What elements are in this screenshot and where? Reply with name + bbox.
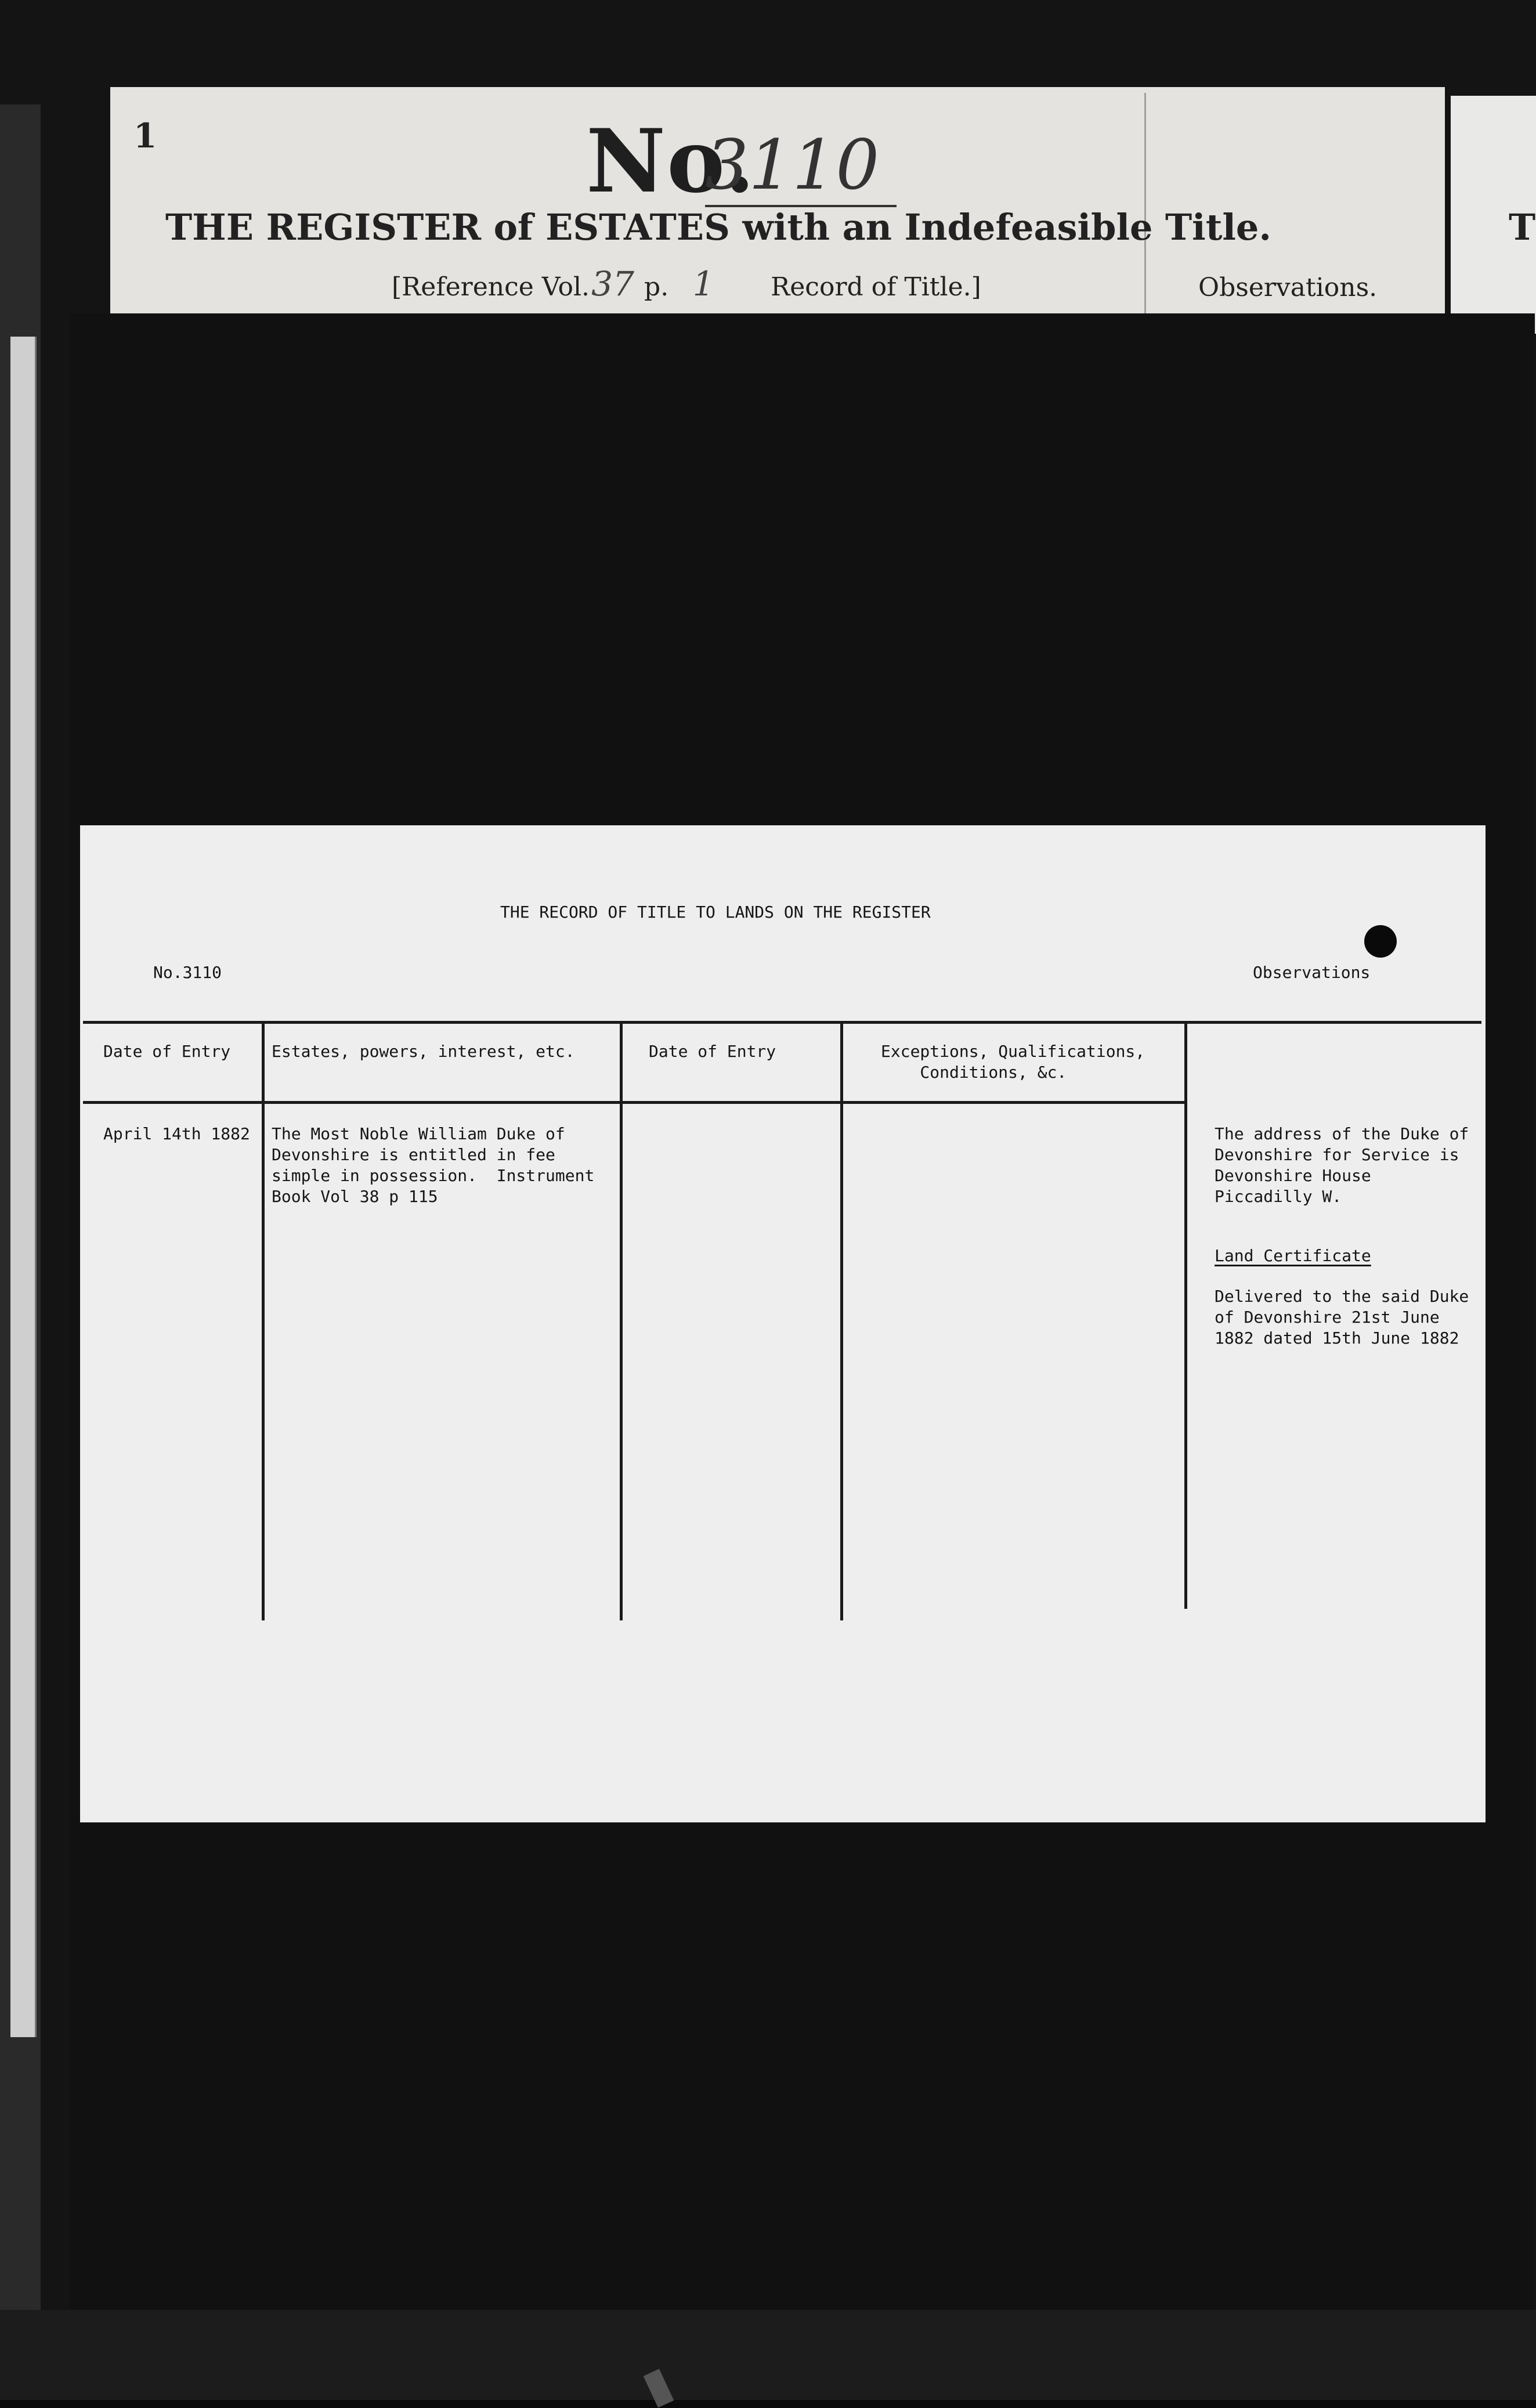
record-title: THE RECORD OF TITLE TO LANDS ON THE REGISTER <box>500 902 931 922</box>
reference-line: [Reference Vol.37 p. 1 Record of Title.] <box>392 264 981 304</box>
reference-page: 1 <box>692 264 714 304</box>
register-number-label: No. <box>586 110 756 212</box>
ledger-observations-label: Observations. <box>1198 273 1378 302</box>
land-certificate-text: Delivered to the said Duke of Devonshire 21st June 1882 dated 15th June 1882 <box>1215 1287 1469 1348</box>
register-heading: THE REGISTER of ESTATES with an Indefeasible Title. <box>165 206 1271 248</box>
page-edge-strip <box>10 337 37 2037</box>
table-top-rule <box>83 1021 1481 1024</box>
reference-prefix: Reference Vol. <box>402 272 590 302</box>
book-bottom-edge <box>0 2310 1536 2400</box>
entry-estate: The Most Noble William Duke of Devonshire is entitled in fee simple in possession. Instrument Book Vol 38 p 115 <box>272 1124 595 1206</box>
header-estates: Estates, powers, interest, etc. <box>272 1042 575 1061</box>
land-certificate-heading: Land Certificate <box>1215 1246 1371 1265</box>
column-rule-4 <box>1184 1023 1187 1609</box>
header-date-of-entry-1: Date of Entry <box>103 1042 231 1061</box>
entry-date: April 14th 1882 <box>103 1124 250 1143</box>
header-exceptions: Exceptions, Qualifications, Conditions, &c. <box>881 1042 1145 1082</box>
record-observations-label: Observations <box>1253 963 1371 982</box>
column-rule-1 <box>262 1023 265 1620</box>
column-rule-3 <box>840 1023 843 1620</box>
reference-volume: 37 <box>591 264 634 304</box>
punch-hole <box>1364 925 1397 958</box>
register-number-value: 3110 <box>705 125 897 207</box>
table-header-rule <box>83 1101 1186 1104</box>
column-rule-2 <box>620 1023 623 1620</box>
ledger-page-number: 1 <box>133 116 157 156</box>
record-of-title-label: Record of Title. <box>771 272 971 302</box>
register-heading-facing: T <box>1509 206 1536 248</box>
record-number: No.3110 <box>153 963 222 982</box>
header-date-of-entry-2: Date of Entry <box>649 1042 776 1061</box>
reference-page-label: p. <box>644 272 669 302</box>
record-of-title-sheet <box>80 825 1486 1822</box>
observation-address: The address of the Duke of Devonshire for Service is Devonshire House Piccadilly W. <box>1215 1124 1469 1206</box>
